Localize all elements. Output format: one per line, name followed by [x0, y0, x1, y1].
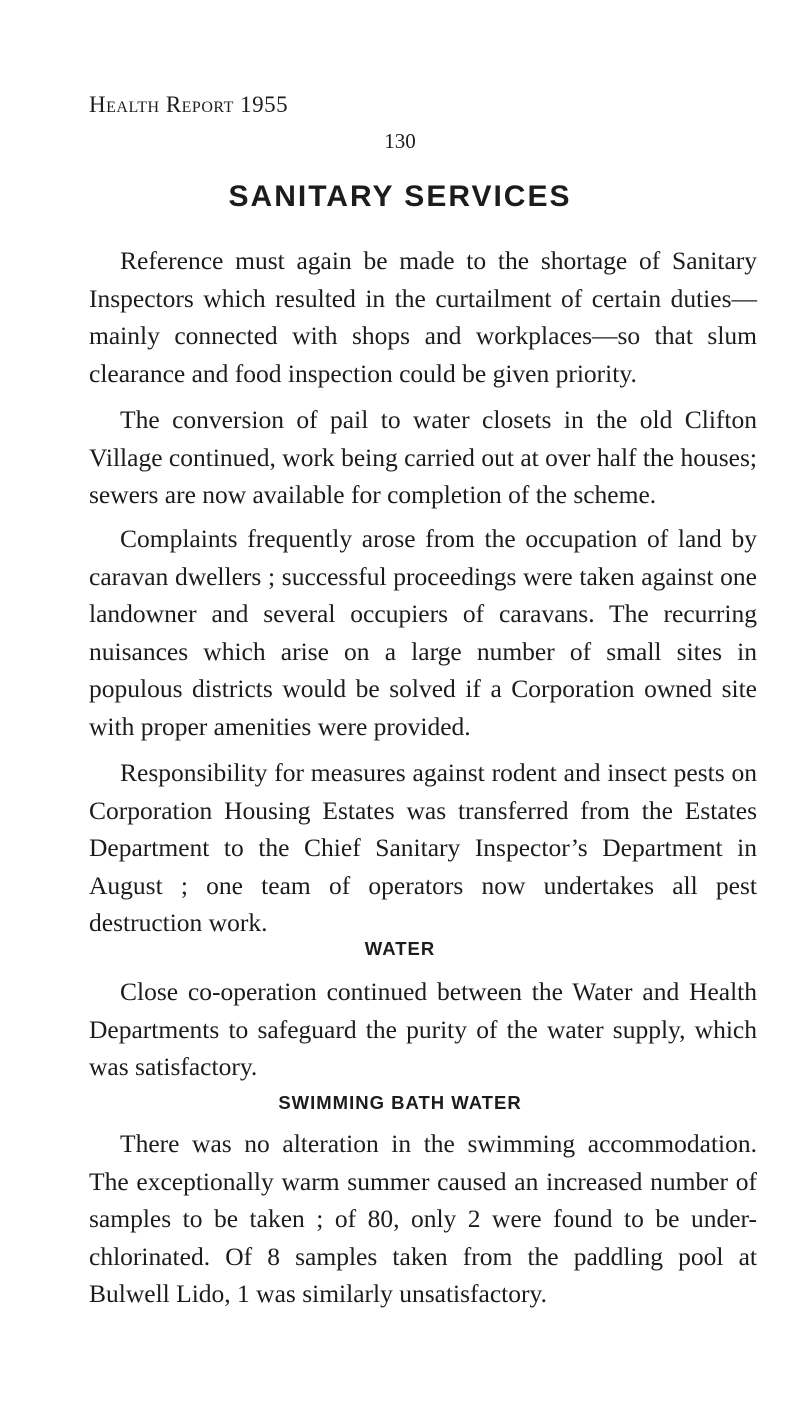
paragraph-pest-responsibility: Responsibility for measures against rodent and insect pests on Corporation Housing Estates was transferred from the Estates Department to the Chief Sanitary Inspector’s Department in August ; one team of operators now undertakes all pest destruction work.	[89, 758, 757, 937]
paragraph-clifton-conversion: The conversion of pail to water closets in the old Clifton Village continued, work being carried out at over half the houses; sewers are now available for completion of the scheme.	[89, 405, 757, 509]
page-number: 130	[384, 129, 416, 153]
paragraph-caravan-complaints: Complaints frequently arose from the occupation of land by caravan dwellers ; successful proceedings were taken against one landowner and several occupiers of caravans. The recurring nuisances which arise on a large number of small sites in populous districts would be solved if a Corporation owned site with proper amenities were provided.	[89, 524, 757, 741]
paragraph-inspector-shortage: Reference must again be made to the shortage of Sanitary Inspectors which resulted in the curtailment of certain duties—mainly connected with shops and workplaces—so that slum clearance and food inspection could be given priority.	[89, 246, 757, 388]
paragraph-swimming-samples: There was no alteration in the swimming accommodation. The exceptionally warm summer caused an increased number of samples to be taken ; of 80, only 2 were found to be under-chlorinated. Of 8 samples taken from the paddling pool at Bulwell Lido, 1 was similarly unsatisfactory.	[89, 1129, 757, 1308]
page-title: SANITARY SERVICES	[228, 180, 572, 213]
paragraph-water-supply: Close co-operation continued between the Water and Health Departments to safeguard the purity of the water supply, which was satisfactory.	[89, 977, 757, 1081]
running-header: Health Report 1955	[89, 92, 289, 117]
section-heading-water: WATER	[364, 938, 436, 959]
section-heading-swimming-bath-water: SWIMMING BATH WATER	[278, 1092, 522, 1113]
